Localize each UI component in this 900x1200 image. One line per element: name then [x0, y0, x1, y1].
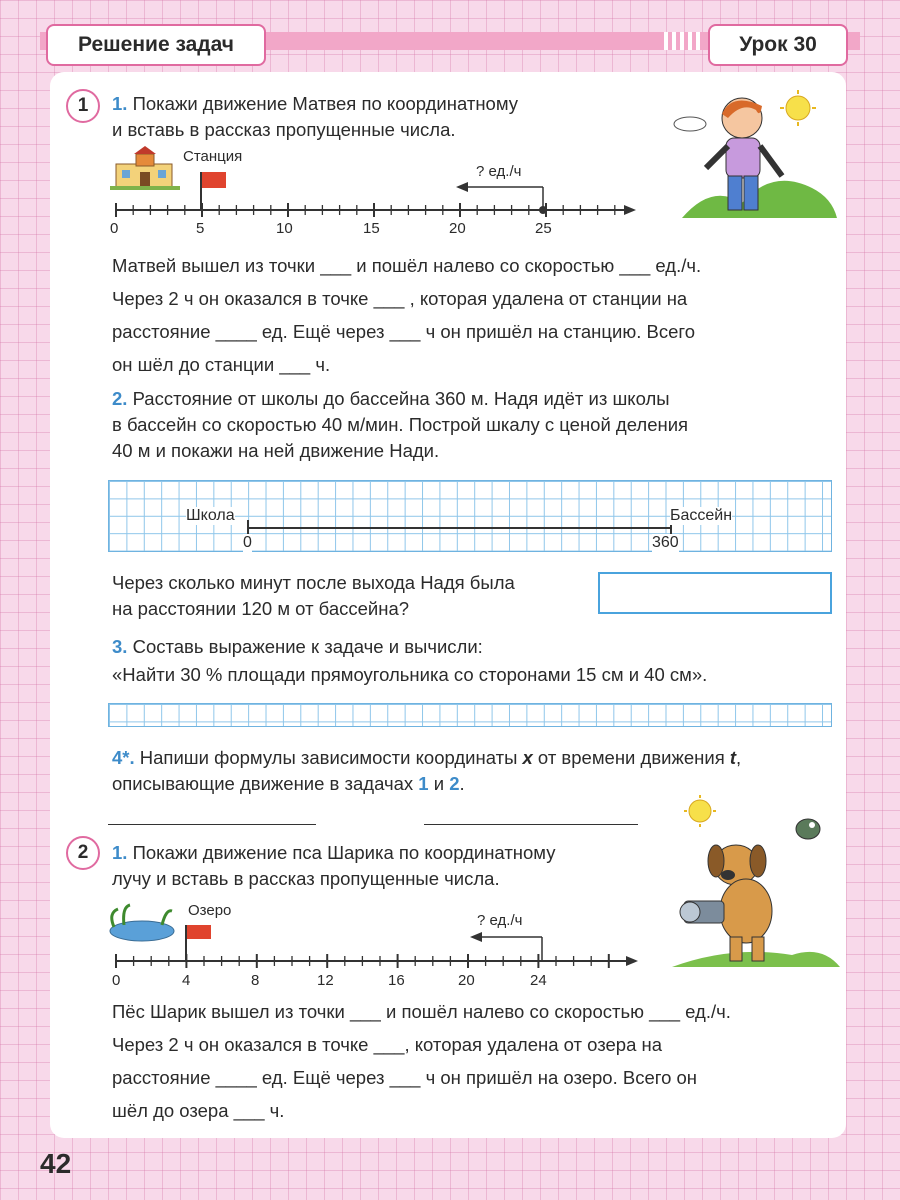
story-line: Через 2 ч он оказался в точке ___, которая удалена от озера на — [112, 1034, 663, 1055]
story-line: расстояние ____ ед. Ещё через ___ ч он пришёл на озеро. Всего он — [112, 1067, 698, 1088]
tick-label: 10 — [276, 220, 293, 237]
task1-text: 1. Покажи движение Матвея по координатному — [112, 93, 519, 114]
tick-label: 0 — [110, 220, 119, 237]
task2-text-line2: в бассейн со скоростью 40 м/мин. Построй шкалу с ценой деления — [112, 414, 689, 435]
section-title: Решение задач — [46, 24, 266, 66]
scale-start-label: 0 — [243, 534, 252, 551]
task1-text-line2: и вставь в рассказ пропущенные числа. — [112, 119, 456, 140]
formula-line-2[interactable] — [424, 824, 638, 825]
task4-text: 4*. Напиши формулы зависимости координаты x от времени движения t, — [112, 747, 742, 768]
question-line: на расстоянии 120 м от бассейна? — [112, 598, 410, 619]
formula-line-1[interactable] — [108, 824, 316, 825]
task3-text-line2: «Найти 30 % площади прямоугольника со сторонами 15 см и 40 см». — [112, 664, 708, 685]
task3-text: 3. Составь выражение к задаче и вычисли: — [112, 636, 483, 657]
left-arrow-icon — [470, 932, 482, 942]
cloud-icon — [674, 117, 706, 131]
tick-label: 15 — [363, 220, 380, 237]
tick-label: 4 — [182, 972, 191, 989]
lake-label: Озеро — [188, 902, 232, 919]
speed-label: ? ед./ч — [477, 912, 523, 929]
story-line: он шёл до станции ___ ч. — [112, 354, 331, 375]
s2-task1-text-line2: лучу и вставь в рассказ пропущенные числа. — [112, 868, 500, 889]
flag-icon — [186, 925, 211, 961]
lesson-label: Урок 30 — [708, 24, 848, 66]
story-line: расстояние ____ ед. Ещё через ___ ч он пришёл на станцию. Всего — [112, 321, 695, 342]
question-line: Через сколько минут после выхода Надя была — [112, 572, 515, 593]
tick-label: 20 — [449, 220, 466, 237]
left-arrow-icon — [456, 182, 468, 192]
tick-label: 8 — [251, 972, 260, 989]
station-icon — [110, 146, 180, 190]
story-line: Пёс Шарик вышел из точки ___ и пошёл налево со скоростью ___ ед./ч. — [112, 1001, 731, 1022]
lake-icon — [110, 905, 174, 941]
boy-illustration — [672, 88, 842, 228]
task2-text-line3: 40 м и покажи на ней движение Нади. — [112, 440, 440, 461]
section-badge-2: 2 — [66, 836, 100, 870]
speed-label: ? ед./ч — [476, 163, 522, 180]
tick-label: 20 — [458, 972, 475, 989]
sun-icon — [780, 90, 816, 126]
flag-icon — [201, 172, 226, 210]
scale-end-label: 360 — [652, 534, 679, 551]
story-line: Матвей вышел из точки ___ и пошёл налево со скоростью ___ ед./ч. — [112, 255, 702, 276]
tick-label: 25 — [535, 220, 552, 237]
bird-icon — [796, 819, 820, 839]
tick-label: 16 — [388, 972, 405, 989]
s2-task1-text: 1. Покажи движение пса Шарика по координатному — [112, 842, 556, 863]
tick-label: 5 — [196, 220, 205, 237]
tick-label: 24 — [530, 972, 547, 989]
story-line: шёл до озера ___ ч. — [112, 1100, 285, 1121]
axis-arrow-icon — [626, 956, 638, 966]
school-label: Школа — [186, 507, 235, 524]
section-badge-1: 1 — [66, 89, 100, 123]
page-number: 42 — [40, 1148, 72, 1179]
station-label: Станция — [183, 148, 243, 165]
answer-box[interactable] — [598, 572, 832, 614]
task2-text: 2. Расстояние от школы до бассейна 360 м. Надя идёт из школы — [112, 388, 670, 409]
dog-illustration — [672, 795, 842, 975]
tick-label: 0 — [112, 972, 121, 989]
task4-text-line2: описывающие движение в задачах 1 и 2. — [112, 773, 465, 794]
axis-arrow-icon — [624, 205, 636, 215]
expression-grid[interactable] — [108, 703, 832, 727]
sun-icon — [684, 795, 716, 827]
pool-label: Бассейн — [670, 507, 733, 524]
story-line: Через 2 ч он оказался в точке ___ , которая удалена от станции на — [112, 288, 688, 309]
tick-label: 12 — [317, 972, 334, 989]
